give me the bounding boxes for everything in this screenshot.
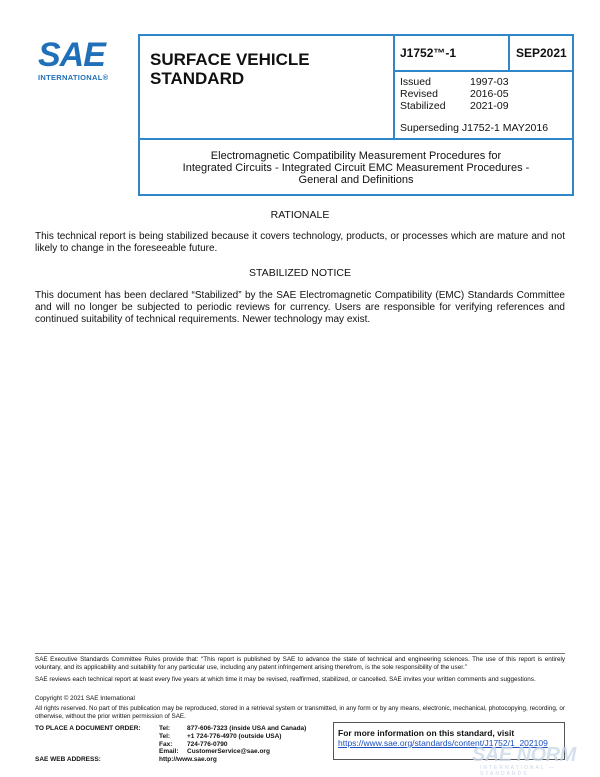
rights-text: All rights reserved. No part of this publication may be reproduced, stored in a retrieval system or transmitted, in any form or by any means, electronic, mechanical, photocopying, recording, or otherwise, without the prior written permission of SAE. — [35, 705, 565, 720]
rationale-paragraph: This technical report is being stabilized because it covers technology, products, or processes which are mature and not likely to change in the foreseeable future. — [35, 231, 565, 254]
rationale-heading: RATIONALE — [270, 209, 330, 221]
committee-rules-text: SAE Executive Standards Committee Rules provide that: “This report is published by SAE to advance the state of technical and engineering sciences. The use of this report is entirely voluntary, and its applicability and suitability for any particular use, including any patent infringement arising therefrom, is the sole responsibility of the user.” — [35, 656, 565, 671]
document-subject: Electromagnetic Compatibility Measurement Procedures for Integrated Circuits - Integrated Circuit EMC Measurement Procedures - General and Definitions — [182, 150, 530, 186]
fax-number: 724-776-0790 — [187, 740, 228, 748]
stabilized-label: Stabilized — [400, 100, 446, 112]
sae-logo — [38, 38, 130, 88]
footer-divider — [35, 653, 565, 654]
revised-label: Revised — [400, 88, 438, 100]
copyright-text: Copyright © 2021 SAE International — [35, 695, 135, 702]
order-label: TO PLACE A DOCUMENT ORDER: — [35, 725, 141, 732]
revised-value: 2016-05 — [470, 88, 509, 100]
more-info-title: For more information on this standard, visit — [338, 728, 515, 738]
stabilized-value: 2021-09 — [470, 100, 509, 112]
issued-value: 1997-03 — [470, 76, 509, 88]
stabilized-notice-paragraph: This document has been declared “Stabilized” by the SAE Electromagnetic Compatibility (EMC) Standards Committee and will no longer be subjected to periodic reviews for currency. Users are responsible for verifying references and continued suitability of technical requirements. Newer technology may exist. — [35, 290, 565, 325]
document-type-title: SURFACE VEHICLE STANDARD — [150, 50, 310, 88]
web-address[interactable]: http://www.sae.org — [159, 756, 217, 764]
standard-link[interactable]: https://www.sae.org/standards/content/J1752/1_202109 — [338, 738, 548, 748]
document-number: J1752™-1 — [400, 46, 457, 60]
document-date: SEP2021 — [516, 46, 567, 60]
superseding-note: Superseding J1752-1 MAY2016 — [400, 122, 549, 134]
revision-dates — [400, 76, 509, 112]
logo-mark: SAE — [38, 36, 105, 74]
logo-subtitle: INTERNATIONAL® — [38, 73, 109, 82]
order-contact-block: TO PLACE A DOCUMENT ORDER: Tel: 877-606-7323 (inside USA and Canada) Tel: +1 724-776-4970 (outside USA) Fax: 724-776-0790 Email: CustomerService@sae.org SAE WEB ADDRESS: http://www.sae.org — [35, 725, 307, 764]
web-label: SAE WEB ADDRESS: — [35, 756, 101, 764]
email-address[interactable]: CustomerService@sae.org — [187, 748, 270, 756]
phone-domestic: 877-606-7323 (inside USA and Canada) — [187, 725, 307, 732]
issued-label: Issued — [400, 76, 431, 88]
stabilized-notice-heading: STABILIZED NOTICE — [249, 267, 351, 279]
review-text: SAE reviews each technical report at least every five years at which time it may be revised, reaffirmed, stabilized, or cancelled. SAE invites your written comments and suggestions. — [35, 676, 536, 683]
watermark: SAE NORM — [472, 744, 576, 766]
phone-international: +1 724-776-4970 (outside USA) — [187, 732, 282, 740]
watermark-subtitle: INTERNATIONAL — STANDARDS — [480, 765, 556, 777]
